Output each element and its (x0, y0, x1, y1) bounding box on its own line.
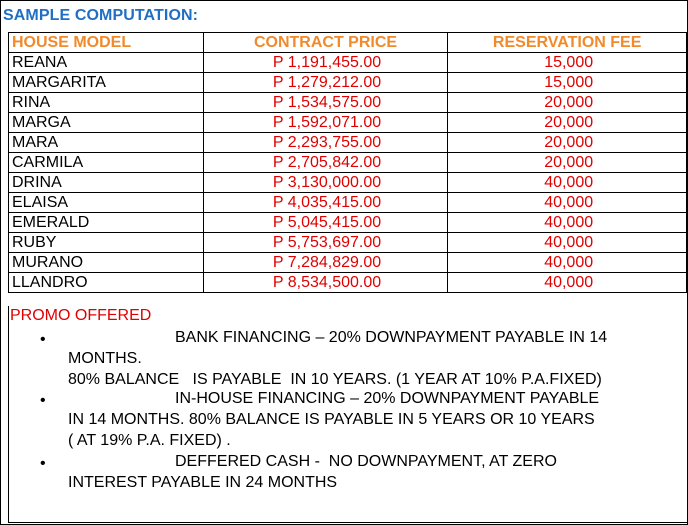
house-model-cell: MARGA (9, 113, 204, 133)
bullet-icon: • (40, 392, 46, 409)
promo-item-line: ( AT 19% P.A. FIXED) . (68, 432, 231, 449)
contract-price-cell: P 5,045,415.00 (203, 213, 448, 233)
contract-price-cell: P 1,534,575.00 (203, 93, 448, 113)
table-row (9, 73, 687, 93)
table-header-row (9, 33, 687, 53)
contract-price-cell: P 2,293,755.00 (203, 133, 448, 153)
column-header-contract-price: CONTRACT PRICE (203, 33, 448, 53)
price-table (8, 32, 687, 293)
reservation-fee-cell: 40,000 (448, 193, 687, 213)
table-row (9, 213, 687, 233)
contract-price-cell: P 8,534,500.00 (203, 273, 448, 293)
bullet-icon: • (40, 331, 46, 348)
contract-price-cell: P 2,705,842.00 (203, 153, 448, 173)
house-model-cell: MURANO (9, 253, 204, 273)
table-row (9, 193, 687, 213)
reservation-fee-cell: 40,000 (448, 213, 687, 233)
promo-item-line: IN-HOUSE FINANCING – 20% DOWNPAYMENT PAYABLE (175, 390, 600, 407)
page-title: SAMPLE COMPUTATION: (3, 7, 199, 24)
house-model-cell: LLANDRO (9, 273, 204, 293)
contract-price-cell: P 4,035,415.00 (203, 193, 448, 213)
contract-price-cell: P 5,753,697.00 (203, 233, 448, 253)
reservation-fee-cell: 15,000 (448, 53, 687, 73)
house-model-cell: REANA (9, 53, 204, 73)
contract-price-cell: P 1,191,455.00 (203, 53, 448, 73)
table-row (9, 113, 687, 133)
promo-item-line: BANK FINANCING – 20% DOWNPAYMENT PAYABLE IN 14 (175, 329, 608, 346)
reservation-fee-cell: 20,000 (448, 93, 687, 113)
promo-item-line: DEFFERED CASH - NO DOWNPAYMENT, AT ZERO (175, 453, 557, 470)
house-model-cell: DRINA (9, 173, 204, 193)
contract-price-cell: P 3,130,000.00 (203, 173, 448, 193)
reservation-fee-cell: 20,000 (448, 153, 687, 173)
house-model-cell: MARA (9, 133, 204, 153)
table-row (9, 153, 687, 173)
house-model-cell: EMERALD (9, 213, 204, 233)
table-row (9, 173, 687, 193)
column-header-house-model: HOUSE MODEL (9, 33, 204, 53)
house-model-cell: RINA (9, 93, 204, 113)
table-row (9, 133, 687, 153)
table-row (9, 253, 687, 273)
house-model-cell: RUBY (9, 233, 204, 253)
house-model-cell: CARMILA (9, 153, 204, 173)
reservation-fee-cell: 40,000 (448, 253, 687, 273)
reservation-fee-cell: 40,000 (448, 273, 687, 293)
contract-price-cell: P 7,284,829.00 (203, 253, 448, 273)
reservation-fee-cell: 20,000 (448, 133, 687, 153)
table-row (9, 273, 687, 293)
promo-item-line: 80% BALANCE IS PAYABLE IN 10 YEARS. (1 YEAR AT 10% P.A.FIXED) (68, 371, 602, 388)
promo-item-line: IN 14 MONTHS. 80% BALANCE IS PAYABLE IN 5 YEARS OR 10 YEARS (68, 411, 595, 428)
reservation-fee-cell: 40,000 (448, 233, 687, 253)
reservation-fee-cell: 40,000 (448, 173, 687, 193)
reservation-fee-cell: 20,000 (448, 113, 687, 133)
contract-price-cell: P 1,279,212.00 (203, 73, 448, 93)
promo-item-line: MONTHS. (68, 350, 142, 367)
table-row (9, 53, 687, 73)
bullet-icon: • (40, 455, 46, 472)
contract-price-cell: P 1,592,071.00 (203, 113, 448, 133)
house-model-cell: MARGARITA (9, 73, 204, 93)
table-row (9, 93, 687, 113)
table-row (9, 233, 687, 253)
promo-item-line: INTEREST PAYABLE IN 24 MONTHS (68, 474, 338, 491)
promo-title: PROMO OFFERED (10, 307, 152, 324)
reservation-fee-cell: 15,000 (448, 73, 687, 93)
column-header-reservation-fee: RESERVATION FEE (448, 33, 687, 53)
house-model-cell: ELAISA (9, 193, 204, 213)
